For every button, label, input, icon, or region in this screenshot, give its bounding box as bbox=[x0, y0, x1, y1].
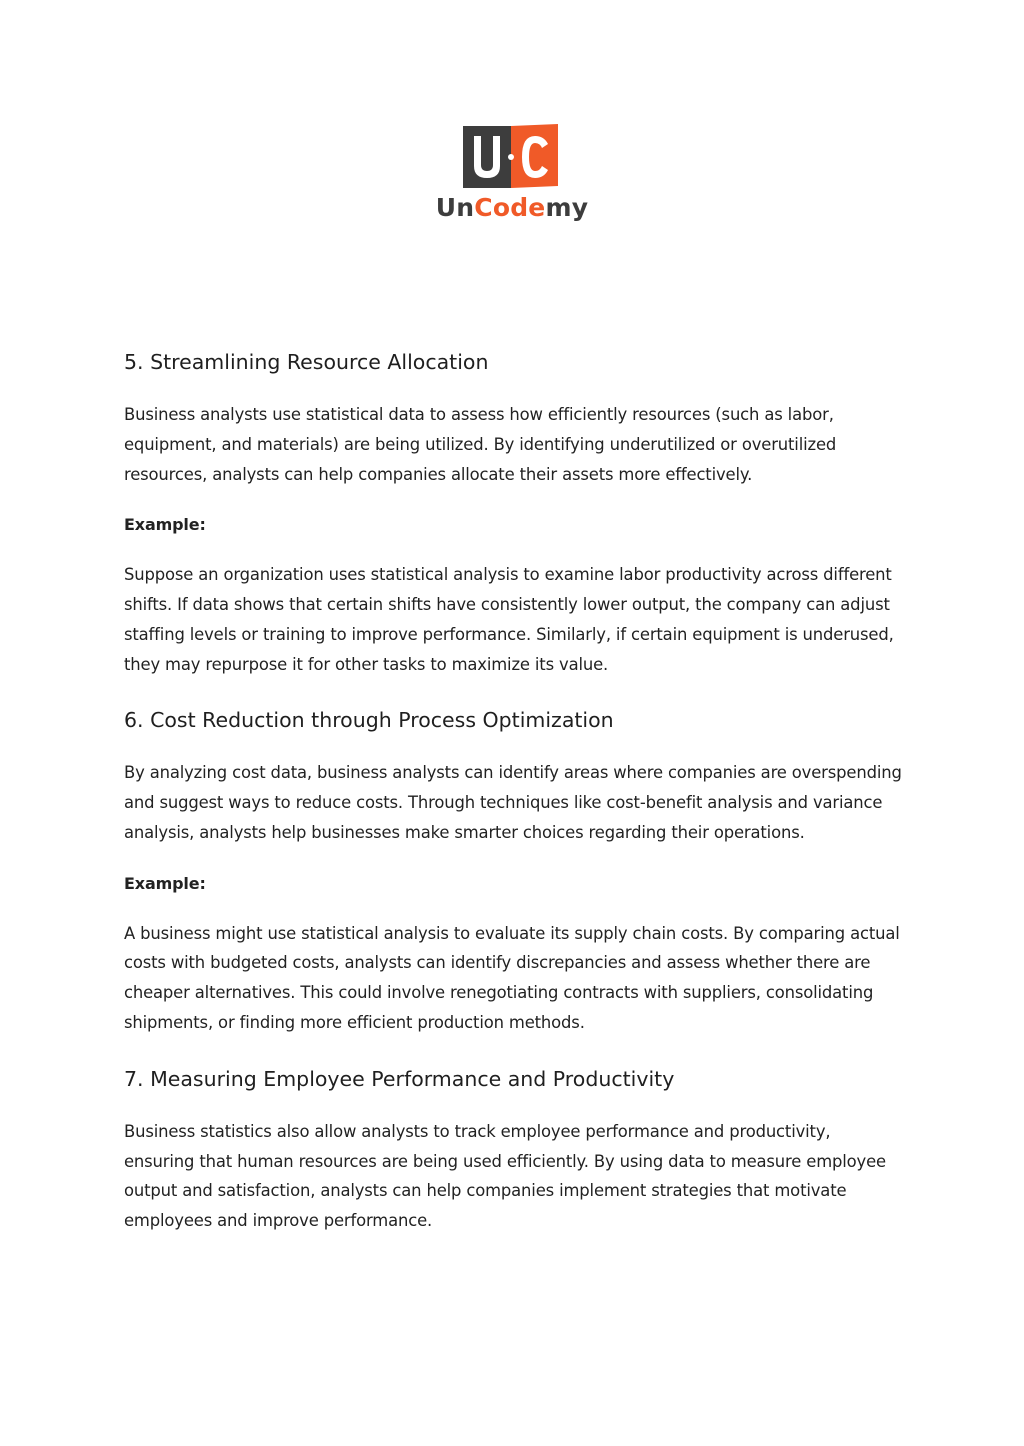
document-content bbox=[124, 347, 904, 1236]
section-5-body: Business analysts use statistical data to assess how efficiently resources (such as labor, equipment, and materials) are being utilized. By identifying underutilized or overutilized resources, analysts can help companies allocate their assets more effectively. bbox=[124, 405, 837, 484]
uncodemy-logo-mark bbox=[463, 124, 561, 190]
section-7-body: Business statistics also allow analysts to track employee performance and productivity, ensuring that human resources are being used efficiently. By using data to measure employee output and satisfaction, analysts can help companies implement strategies that motivate employees and improve performance. bbox=[124, 1121, 886, 1231]
uncodemy-wordmark bbox=[0, 192, 1024, 224]
wordmark-un: Un bbox=[435, 193, 475, 222]
section-6-example-label: Example: bbox=[124, 873, 206, 893]
section-5-example-body: Suppose an organization uses statistical analysis to examine labor productivity across different shifts. If data shows that certain shifts have consistently lower output, the company can adjust staffing levels or training to improve performance. Similarly, if certain equipment is underused, they may repurpose it for other tasks to maximize its value. bbox=[124, 565, 894, 674]
section-5-heading: 5. Streamlining Resource Allocation bbox=[124, 350, 489, 374]
uncodemy-logo bbox=[0, 124, 1024, 228]
wordmark-my: my bbox=[545, 193, 589, 222]
section-6-heading: 6. Cost Reduction through Process Optimization bbox=[124, 708, 614, 733]
wordmark-code: Code bbox=[474, 193, 546, 222]
section-5-example-label: Example: bbox=[124, 515, 206, 535]
section-7-heading: 7. Measuring Employee Performance and Productivity bbox=[124, 1066, 675, 1091]
section-6-body: By analyzing cost data, business analysts can identify areas where companies are overspending and suggest ways to reduce costs. Through techniques like cost-benefit analysis and variance analysis, analysts help businesses make smarter choices regarding their operations. bbox=[124, 763, 902, 842]
section-6-example-body: A business might use statistical analysis to evaluate its supply chain costs. By comparing actual costs with budgeted costs, analysts can identify discrepancies and assess whether there are cheaper alternatives. This could involve renegotiating contracts with suppliers, consolidating shipments, or finding more efficient production methods. bbox=[124, 923, 900, 1032]
